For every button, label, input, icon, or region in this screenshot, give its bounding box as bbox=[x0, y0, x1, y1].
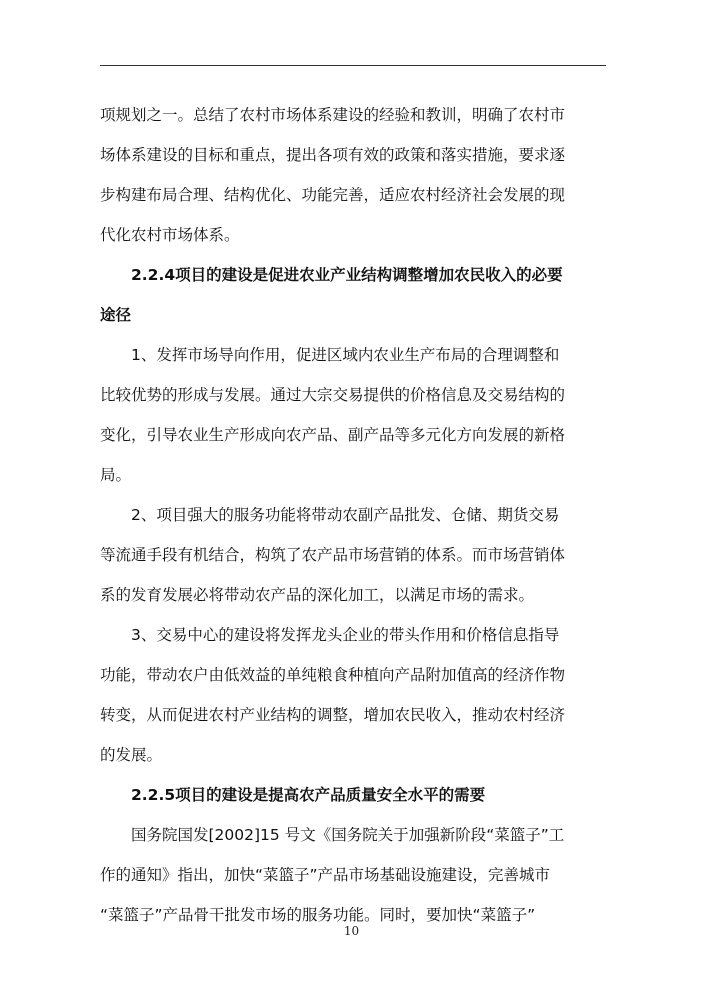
text-line: 等流通手段有机结合，构筑了农产品市场营销的体系。而市场营销体 bbox=[100, 546, 566, 564]
text-line: 场体系建设的目标和重点，提出各项有效的政策和落实措施，要求逐 bbox=[100, 146, 566, 164]
section-heading: 2.2.5项目的建设是提高农产品质量安全水平的需要 bbox=[131, 786, 486, 804]
text-line: 的发展。 bbox=[100, 746, 163, 764]
text-line: 转变，从而促进农村产业结构的调整，增加农民收入，推动农村经济 bbox=[100, 706, 566, 724]
text-line: 步构建布局合理、结构优化、功能完善，适应农村经济社会发展的现 bbox=[100, 186, 566, 204]
text-line: 功能，带动农户由低效益的单纯粮食种植向产品附加值高的经济作物 bbox=[100, 666, 566, 684]
header-rule bbox=[100, 65, 606, 66]
text-line: 局。 bbox=[100, 466, 132, 484]
text-line: 国务院国发[2002]15 号文《国务院关于加强新阶段“菜篮子”工 bbox=[131, 826, 565, 844]
page-number: 10 bbox=[343, 924, 360, 938]
text-line: “菜篮子”产品骨干批发市场的服务功能。同时，要加快“菜篮子” bbox=[100, 906, 536, 924]
section-heading-continued: 途径 bbox=[100, 306, 132, 324]
text-line: 比较优势的形成与发展。通过大宗交易提供的价格信息及交易结构的 bbox=[100, 386, 566, 404]
body-text bbox=[100, 95, 606, 935]
section-heading: 2.2.4项目的建设是促进农业产业结构调整增加农民收入的必要 bbox=[131, 266, 563, 284]
text-line: 2、项目强大的服务功能将带动农副产品批发、仓储、期货交易 bbox=[131, 506, 560, 524]
text-line: 系的发育发展必将带动农产品的深化加工，以满足市场的需求。 bbox=[100, 586, 535, 604]
text-line: 3、交易中心的建设将发挥龙头企业的带头作用和价格信息指导 bbox=[131, 626, 560, 644]
text-line: 变化，引导农业生产形成向农产品、副产品等多元化方向发展的新格 bbox=[100, 426, 566, 444]
text-line: 代化农村市场体系。 bbox=[100, 226, 240, 244]
text-line: 作的通知》指出，加快“菜篮子”产品市场基础设施建设，完善城市 bbox=[100, 866, 551, 884]
text-line: 1、发挥市场导向作用，促进区域内农业生产布局的合理调整和 bbox=[131, 346, 560, 364]
text-line: 项规划之一。总结了农村市场体系建设的经验和教训，明确了农村市 bbox=[100, 106, 566, 124]
